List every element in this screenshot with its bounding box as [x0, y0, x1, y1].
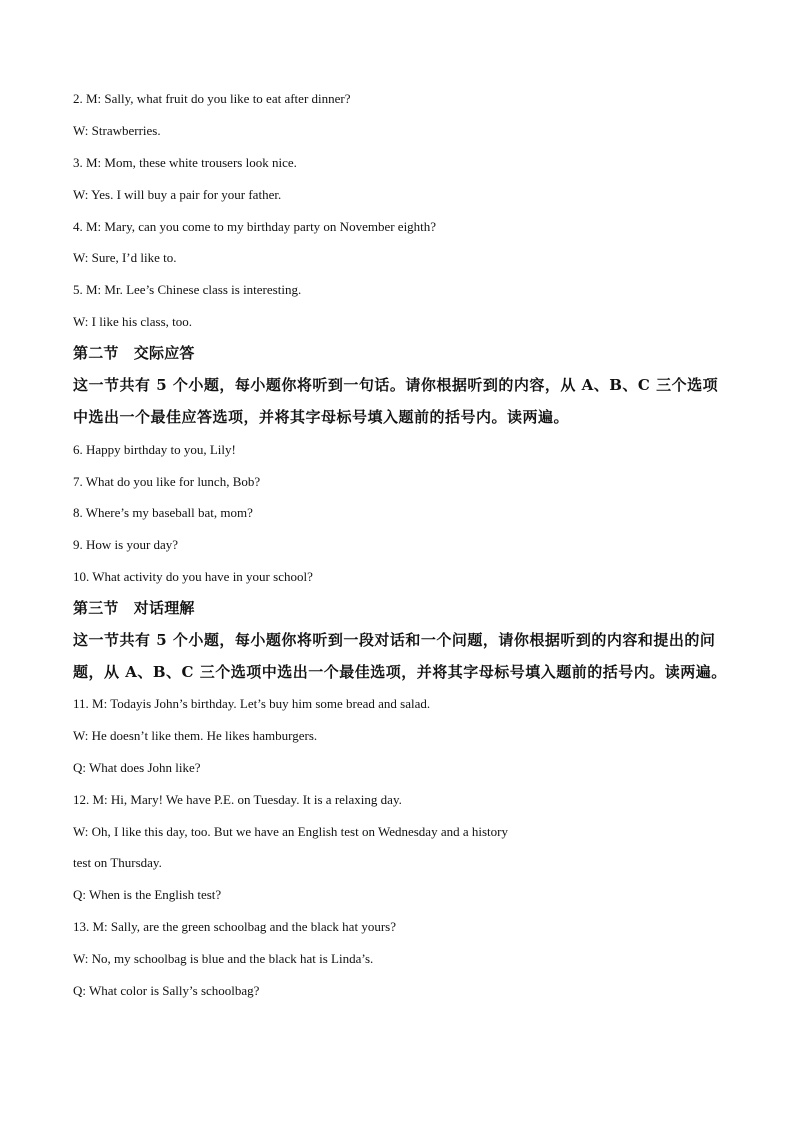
- section-heading: 第三节 对话理解: [73, 599, 195, 617]
- dialogue-line: 5. M: Mr. Lee’s Chinese class is interesting.: [73, 282, 302, 297]
- dialogue-line: W: He doesn’t like them. He likes hamburgers.: [73, 728, 318, 743]
- section-instructions: 这一节共有 5 个小题，每小题你将听到一段对话和一个问题，请你根据听到的内容和提出的问: [73, 631, 716, 649]
- dialogue-line: 13. M: Sally, are the green schoolbag and the black hat yours?: [73, 919, 396, 934]
- dialogue-line: W: Sure, I’d like to.: [73, 250, 177, 265]
- dialogue-line: test on Thursday.: [73, 855, 162, 870]
- dialogue-line: W: No, my schoolbag is blue and the black hat is Linda’s.: [73, 951, 374, 966]
- dialogue-line: 12. M: Hi, Mary! We have P.E. on Tuesday. It is a relaxing day.: [73, 792, 402, 807]
- dialogue-line: W: Yes. I will buy a pair for your father.: [73, 187, 282, 202]
- dialogue-line: W: Oh, I like this day, too. But we have an English test on Wednesday and a history: [73, 824, 508, 839]
- dialogue-line: 4. M: Mary, can you come to my birthday party on November eighth?: [73, 219, 437, 234]
- section-instructions: 题，从 A、B、C 三个选项中选出一个最佳选项，并将其字母标号填入题前的括号内。读两遍。: [73, 663, 727, 681]
- question-line: 7. What do you like for lunch, Bob?: [73, 474, 261, 489]
- dialogue-line: 2. M: Sally, what fruit do you like to eat after dinner?: [73, 91, 351, 106]
- section-instructions: 这一节共有 5 个小题，每小题你将听到一句话。请你根据听到的内容，从 A、B、C 三个选项: [73, 376, 719, 394]
- dialogue-line: 11. M: Todayis John’s birthday. Let’s buy him some bread and salad.: [73, 696, 431, 711]
- dialogue-line: W: Strawberries.: [73, 123, 161, 138]
- dialogue-line: 3. M: Mom, these white trousers look nice.: [73, 155, 297, 170]
- dialogue-line: W: I like his class, too.: [73, 314, 193, 329]
- dialogue-line: Q: What does John like?: [73, 760, 201, 775]
- dialogue-line: Q: What color is Sally’s schoolbag?: [73, 983, 260, 998]
- question-line: 10. What activity do you have in your school?: [73, 569, 313, 584]
- question-line: 6. Happy birthday to you, Lily!: [73, 442, 236, 457]
- section-heading: 第二节 交际应答: [73, 344, 195, 362]
- section-instructions: 中选出一个最佳应答选项，并将其字母标号填入题前的括号内。读两遍。: [73, 408, 570, 426]
- question-line: 8. Where’s my baseball bat, mom?: [73, 505, 253, 520]
- dialogue-line: Q: When is the English test?: [73, 887, 222, 902]
- question-line: 9. How is your day?: [73, 537, 179, 552]
